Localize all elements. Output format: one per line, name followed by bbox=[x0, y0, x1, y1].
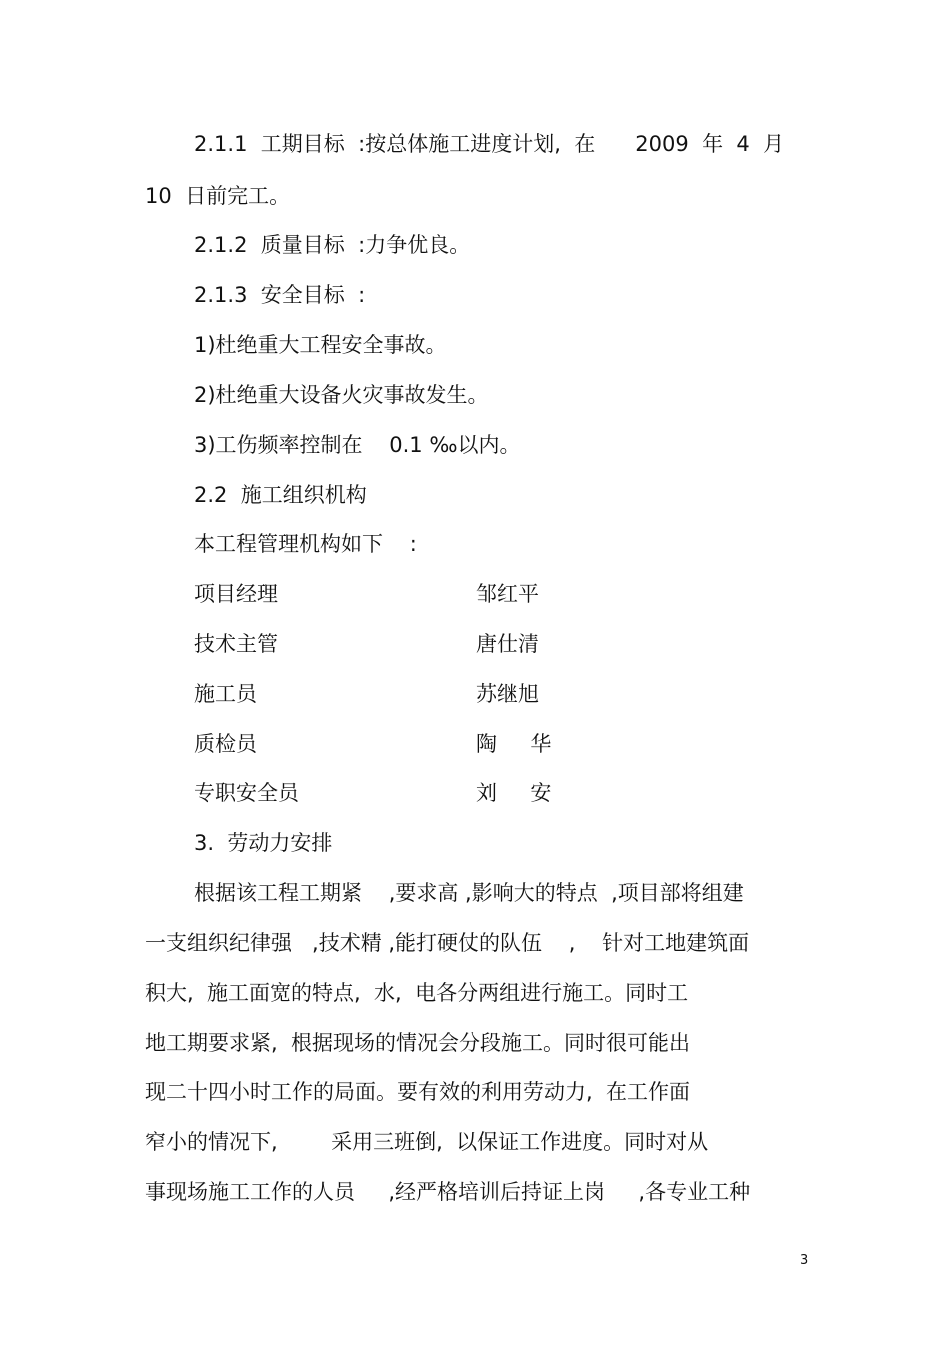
text-line: 2.1.3 安全目标 : bbox=[194, 283, 366, 307]
text-line: 1)杜绝重大工程安全事故。 bbox=[194, 333, 447, 357]
text-line: 2.1.2 质量目标 :力争优良。 bbox=[194, 233, 471, 257]
text-line: 2)杜绝重大设备火灾事故发生。 bbox=[194, 383, 489, 407]
staff-name: 邹红平 bbox=[476, 582, 539, 606]
text-line: 根据该工程工期紧 ,要求高 ,影响大的特点 ,项目部将组建 bbox=[194, 881, 744, 905]
text-line: 现二十四小时工作的局面。要有效的利用劳动力, 在工作面 bbox=[145, 1080, 691, 1104]
staff-role: 施工员 bbox=[194, 682, 257, 706]
staff-name: 苏继旭 bbox=[476, 682, 539, 706]
text-line: 事现场施工工作的人员 ,经严格培训后持证上岗 ,各专业工种 bbox=[145, 1180, 751, 1204]
staff-role: 质检员 bbox=[194, 732, 257, 756]
text-line: 窄小的情况下, 采用三班倒, 以保证工作进度。同时对从 bbox=[145, 1130, 709, 1154]
staff-name: 陶 华 bbox=[476, 732, 552, 756]
text-line: 积大, 施工面宽的特点, 水, 电各分两组进行施工。同时工 bbox=[145, 981, 689, 1005]
staff-name: 唐仕清 bbox=[476, 632, 539, 656]
staff-role: 技术主管 bbox=[194, 632, 278, 656]
text-line: 3)工伤频率控制在 0.1 ‰以内。 bbox=[194, 433, 521, 457]
text-line: 一支组织纪律强 ,技术精 ,能打硬仗的队伍 , 针对工地建筑面 bbox=[145, 931, 750, 955]
staff-role: 项目经理 bbox=[194, 582, 278, 606]
section-heading: 2.2 施工组织机构 bbox=[194, 483, 367, 507]
section-heading: 3. 劳动力安排 bbox=[194, 831, 333, 855]
text-line: 本工程管理机构如下 : bbox=[194, 532, 417, 556]
staff-role: 专职安全员 bbox=[194, 781, 299, 805]
staff-name: 刘 安 bbox=[476, 781, 552, 805]
text-line: 10 日前完工。 bbox=[145, 184, 291, 208]
text-line: 地工期要求紧, 根据现场的情况会分段施工。同时很可能出 bbox=[145, 1031, 691, 1055]
text-line: 2.1.1 工期目标 :按总体施工进度计划, 在 2009 年 4 月 bbox=[194, 132, 785, 156]
page-number: 3 bbox=[800, 1253, 809, 1268]
